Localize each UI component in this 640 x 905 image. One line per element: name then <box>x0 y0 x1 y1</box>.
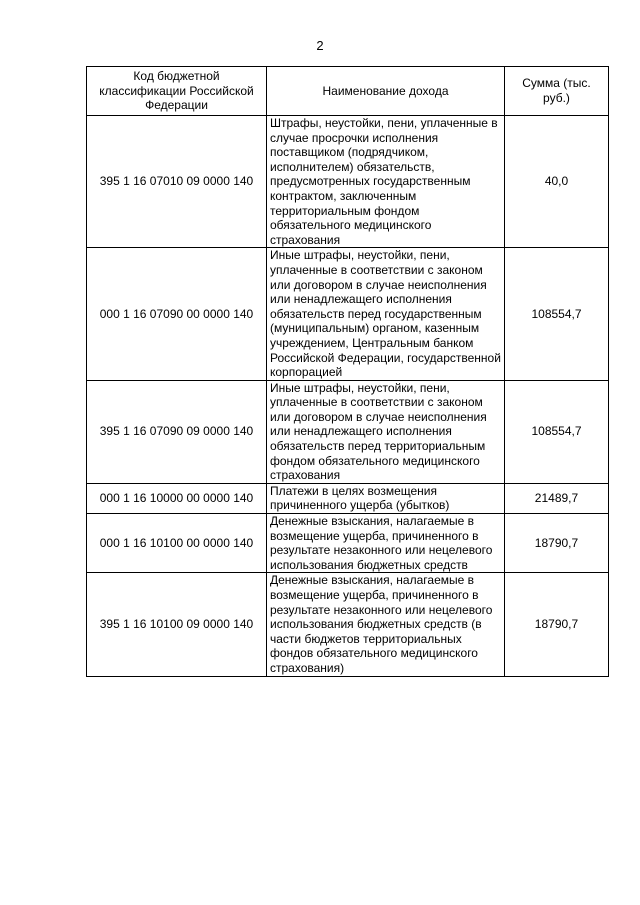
cell-code: 000 1 16 10000 00 0000 140 <box>87 483 267 513</box>
cell-amount: 108554,7 <box>505 380 609 483</box>
table-row <box>87 514 609 573</box>
header-code: Код бюджетной классификации Российской Федерации <box>87 67 267 116</box>
cell-code: 395 1 16 07010 09 0000 140 <box>87 116 267 248</box>
cell-code: 000 1 16 07090 00 0000 140 <box>87 248 267 380</box>
cell-amount: 18790,7 <box>505 514 609 573</box>
cell-amount: 18790,7 <box>505 573 609 676</box>
cell-code: 395 1 16 10100 09 0000 140 <box>87 573 267 676</box>
table-row <box>87 248 609 380</box>
table-row <box>87 380 609 483</box>
cell-name: Иные штрафы, неустойки, пени, уплаченные в соответствии с законом или договором в случае неисполнения или ненадлежащего исполнения обязательств перед территориальным фондом обязательного медицинского страхования <box>267 380 505 483</box>
budget-income-table <box>86 66 609 677</box>
cell-name: Денежные взыскания, налагаемые в возмещение ущерба, причиненного в результате незаконного или нецелевого использования бюджетных средств <box>267 514 505 573</box>
header-name: Наименование дохода <box>267 67 505 116</box>
table-header-row <box>87 67 609 116</box>
header-amount: Сумма (тыс. руб.) <box>505 67 609 116</box>
page-number: 2 <box>316 38 324 53</box>
cell-amount: 21489,7 <box>505 483 609 513</box>
cell-name: Штрафы, неустойки, пени, уплаченные в случае просрочки исполнения поставщиком (подрядчиком, исполнителем) обязательств, предусмотренных государственным контрактом, заключенным территориальным фондом обязательного медицинского страхования <box>267 116 505 248</box>
cell-code: 395 1 16 07090 09 0000 140 <box>87 380 267 483</box>
cell-amount: 108554,7 <box>505 248 609 380</box>
table-row <box>87 116 609 248</box>
table-row <box>87 573 609 676</box>
cell-name: Денежные взыскания, налагаемые в возмещение ущерба, причиненного в результате незаконного или нецелевого использования бюджетных средств (в части бюджетов территориальных фондов обязательного медицинского страхования) <box>267 573 505 676</box>
cell-code: 000 1 16 10100 00 0000 140 <box>87 514 267 573</box>
table-row <box>87 483 609 513</box>
cell-amount: 40,0 <box>505 116 609 248</box>
cell-name: Платежи в целях возмещения причиненного ущерба (убытков) <box>267 483 505 513</box>
cell-name: Иные штрафы, неустойки, пени, уплаченные в соответствии с законом или договором в случае неисполнения или ненадлежащего исполнения обязательств перед государственным (муниципальным) органом, казенным учреждением, Центральным банком Российской Федерации, государственной корпорацией <box>267 248 505 380</box>
